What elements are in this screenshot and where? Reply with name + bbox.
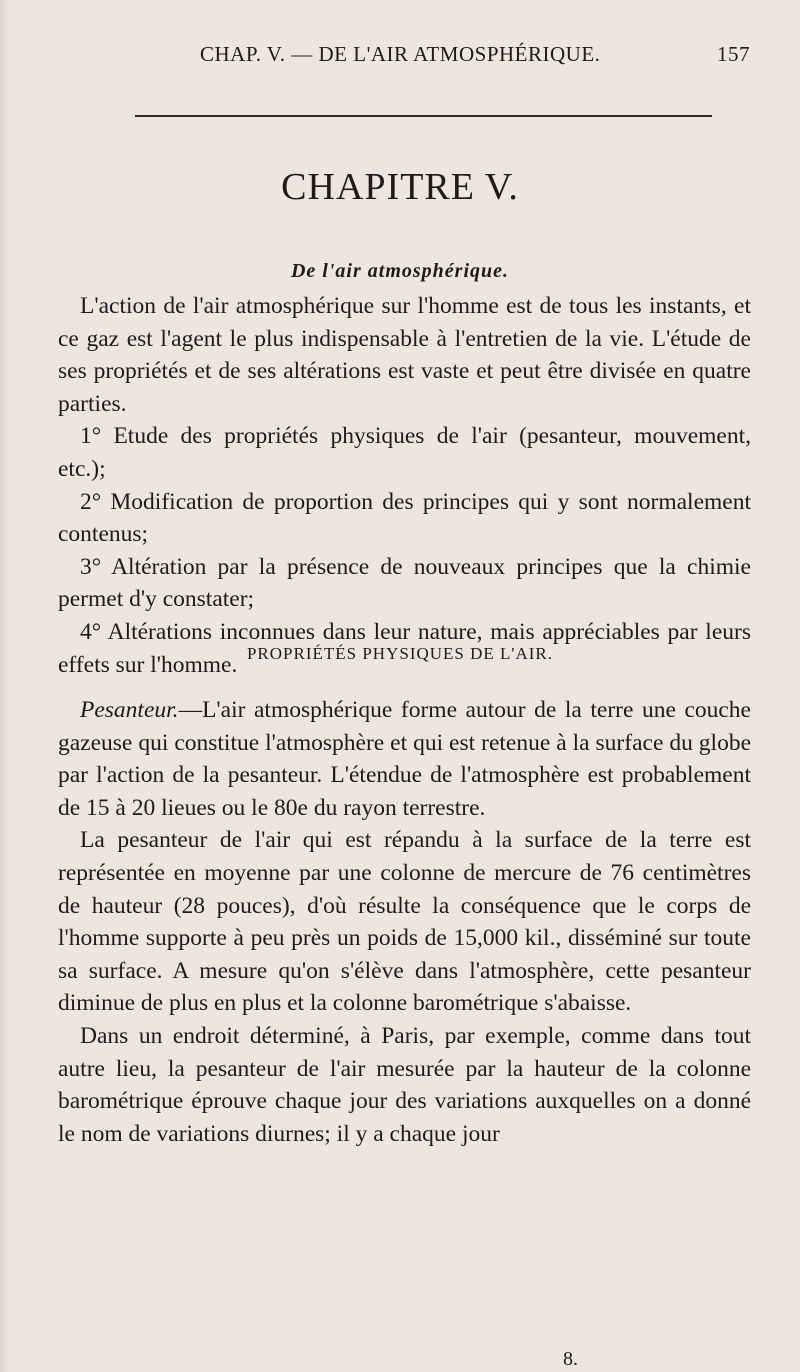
paragraph-pesanteur [58,694,751,824]
header-rule [135,115,712,117]
list-item: 1° Etude des propriétés physiques de l'air (pesanteur, mouvement, etc.); [58,423,751,482]
paragraph: La pesanteur de l'air qui est répandu à la surface de la terre est représentée en moyenne par une colonne de mercure de 76 centimètres de hauteur (28 pouces), d'où résulte la conséquence que le corps de l'homme supporte à peu près un poids de 15,000 kil., disséminé sur toute sa surface. A mesure qu'on s'élève dans l'atmosphère, cette pesanteur diminue de plus en plus et la colonne barométrique s'abaisse. [58,827,751,1017]
intro-block [58,290,751,681]
list-item: 3° Altération par la présence de nouveaux principes que la chimie permet d'y constater; [58,553,751,613]
chapter-subtitle: De l'air atmosphérique. [290,260,509,282]
signature-mark: 8. [563,1348,578,1370]
running-head-title: CHAP. V. — DE L'AIR ATMOSPHÉRIQUE. [200,42,601,66]
chapter-title: CHAPITRE V. [281,166,519,208]
paragraph-pesanteur-text: —L'air atmosphérique forme autour de la terre une couche gazeuse qui constitue l'atmosphère et qui est retenue à la surface du globe par l'action de la pesanteur. L'étendue de l'atmosphère est probablement de 15 à 20 lieues ou le 80e du rayon terrestre. [58,697,751,821]
running-head [60,42,750,67]
section-body [58,694,751,1150]
section-heading: PROPRIÉTÉS PHYSIQUES DE L'AIR. [246,644,554,663]
list-item: 2° Modification de proportion des principes qui y sont normalement contenus; [58,488,751,548]
term-pesanteur: Pesanteur. [80,697,179,723]
intro-paragraph: L'action de l'air atmosphérique sur l'homme est de tous les instants, et ce gaz est l'agent le plus indispensable à l'entretien de la vie. L'étude de ses propriétés et de ses altérations est vaste et peut être divisée en quatre parties. [58,293,751,417]
list-item: 4° Altérations inconnues dans leur nature, mais appréciables par leurs effets sur l'homme. [58,618,751,678]
paragraph: Dans un endroit déterminé, à Paris, par exemple, comme dans tout autre lieu, la pesanteur de l'air mesurée par la hauteur de la colonne barométrique éprouve chaque jour des variations auxquelles on a donné le nom de variations diurnes; il y a chaque jour [58,1022,751,1147]
page-number: 157 [717,42,750,66]
